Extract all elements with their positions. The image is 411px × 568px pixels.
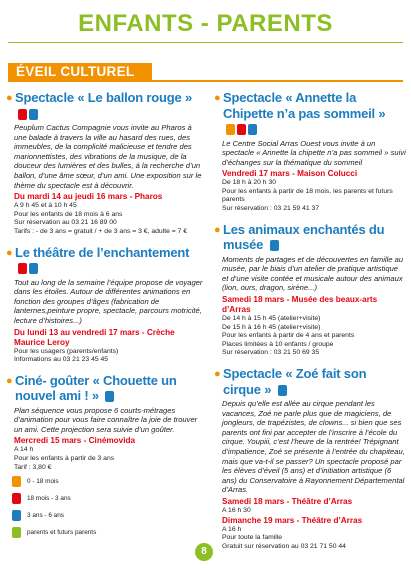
event-title: Spectacle « Le ballon rouge »: [15, 90, 206, 121]
child-18m-3y-icon: [18, 109, 27, 120]
age-icons: [270, 240, 279, 251]
event-info-line: Sur réservation : 03 21 59 41 37: [222, 205, 320, 213]
children-3-6y-icon: [270, 240, 279, 251]
event-info-line: A 14 h: [14, 446, 34, 454]
event-description: Depuis qu’elle est allée au cirque pendant les vacances, Zoé ne parle plus que de magiciens, de jongleurs, de trapézistes, de clowns... si bien que ses parents ont fini par accepter de l’inscrire à l’école du cirque. Youpiii, c’est l’heure de la rentrée! Trépignant d’impatience, Zoé se présente à l’entrée du chapiteau, mais que va-t-il se passer? Un spectacle proposé par les élèves d’éveil (5 ans) et d’initiation artistique (6 ans) du Conservatoire à Rayonnement Départemental d’Arras.: [222, 399, 405, 495]
page-title: ENFANTS - PARENTS: [78, 10, 333, 37]
event-info-line: Pour les enfants à partir de 4 ans et parents: [222, 332, 355, 340]
event-info-line: De 15 h à 16 h 45 (atelier+visite): [222, 323, 321, 331]
event-info-line: A 16 h 30: [222, 506, 251, 514]
age-icons: [105, 391, 114, 402]
event-title: Ciné- goûter « Chouette un nouvel ami ! »: [15, 372, 177, 404]
legend-row: [12, 507, 132, 524]
title-divider: [8, 42, 403, 43]
section-header: ÉVEIL CULTUREL: [8, 63, 152, 81]
event-info-line: Informations au 03 21 23 45 45: [14, 356, 109, 364]
legend-row: [12, 524, 132, 541]
left-column: [6, 90, 206, 480]
event-date-place: Samedi 18 mars - Théâtre d’Arras: [222, 496, 353, 506]
age-icons: [226, 124, 257, 135]
event-animaux-musee: [214, 222, 406, 358]
age-icons: [18, 109, 38, 120]
legend-label: 0 - 18 mois: [27, 478, 59, 485]
event-info-line: Pour toute la famille: [222, 534, 283, 542]
event-info-line: Pour les enfants de 18 mois à 6 ans: [14, 210, 123, 218]
bullet-icon: ●: [214, 92, 221, 104]
event-date-place: Vendredi 17 mars - Maison Colucci: [222, 169, 358, 179]
event-description: Plan séquence vous propose 6 courts-métrages d’animation pour vous faire connaître la joie de trouver un ami. Cette projection sera suivie d’un goûter.: [14, 405, 198, 434]
event-title: Spectacle « Annette la Chipette n’a pas sommeil »: [223, 90, 406, 137]
bullet-icon: ●: [6, 92, 13, 104]
legend-row: [12, 490, 132, 507]
family-icon: [12, 527, 21, 538]
child-18m-3y-icon: [12, 493, 21, 504]
event-info-line: Pour les enfants à partir de 3 ans: [14, 455, 115, 463]
legend-label: 3 ans - 6 ans: [27, 512, 64, 519]
event-info-line: A 9 h 45 et à 10 h 45: [14, 202, 77, 210]
age-legend: [12, 473, 132, 541]
event-description: Tout au long de la semaine l’équipe propose de voyager dans les étoiles. Autour de différentes animations en fonction des groupes d’âges (fabrication de lanternes,peinture propre, spectacle, parcours motricité, lecture d’histoires...): [14, 277, 203, 325]
event-info-line: Sur réservation au 03 21 16 89 00: [14, 219, 117, 227]
event-info-line: De 18 h à 20 h 30: [222, 179, 277, 187]
event-ballon-rouge: [6, 90, 206, 237]
event-info-line: Sur réservation : 03 21 50 69 35: [222, 349, 320, 357]
event-description: Le Centre Social Arras Ouest vous invite à un spectacle « Annette la chipette n’a pas sommeil » suivi d’échanges sur la thématique du sommeil: [222, 138, 406, 167]
event-info-line: Pour les usagers (parents/enfants): [14, 347, 119, 355]
right-column: [214, 90, 406, 559]
age-icons: [18, 263, 38, 274]
event-info-line: Gratuit sur réservation au 03 21 71 50 44: [222, 542, 346, 550]
event-description: Peuplum Cactus Compagnie vous invite au Pharos à une balade à travers la ville au hasard des rues, des immeubles, de la complicité malicieuse et tendre des marionnettistes, des vibrations de la musique, de la douceur des lumières et des bulles, à la recherche d’un ballon, d’une âme sœur, d’un ami. Une exposition sur le thème du spectacle est à découvrir.: [14, 123, 202, 190]
event-zoe-cirque: [214, 366, 406, 551]
event-info-line: Tarif : 3,80 €: [14, 463, 52, 471]
event-description: Moments de partages et de découvertes en famille au musée, par le biais d’un atelier de pratique artistique et d’une visite contée et musicale autour des animaux (lion, ours, dragon, sirène...): [222, 254, 404, 293]
event-info-line: Tarifs : - de 3 ans = gratuit / + de 3 ans = 3 €, adulte = 7 €: [14, 227, 188, 235]
baby-0-18m-icon: [226, 124, 235, 135]
event-date-place: Du lundi 13 au vendredi 17 mars - Crèche Maurice Leroy: [14, 327, 175, 347]
child-18m-3y-icon: [18, 263, 27, 274]
event-date-place: Samedi 18 mars - Musée des beaux-arts d’Arras: [222, 295, 378, 315]
children-3-6y-icon: [278, 385, 287, 396]
event-date-place: Mercredi 15 mars - Cinémovida: [14, 436, 136, 446]
children-3-6y-icon: [12, 510, 21, 521]
bullet-icon: ●: [6, 246, 13, 259]
event-title: Les animaux enchantés du musée: [223, 221, 385, 253]
bullet-icon: ●: [214, 368, 221, 380]
child-18m-3y-icon: [237, 124, 246, 135]
children-3-6y-icon: [29, 263, 38, 274]
age-icons: [278, 385, 287, 396]
event-info-line: Pour les enfants à partir de 18 mois, les parents et futurs parents: [222, 187, 393, 204]
event-title: Le théâtre de l’enchantement: [15, 245, 206, 276]
event-annette-chipette: [214, 90, 406, 214]
event-date-place: Dimanche 19 mars - Théâtre d’Arras: [222, 515, 363, 525]
section-divider: [8, 80, 403, 82]
event-date-place: Du mardi 14 au jeudi 16 mars - Pharos: [14, 192, 163, 202]
legend-label: parents et futurs parents: [27, 529, 97, 536]
event-info-line: De 14 h à 15 h 45 (atelier+visite): [222, 315, 321, 323]
bullet-icon: ●: [6, 374, 13, 387]
event-info-line: A 16 h: [222, 525, 242, 533]
baby-0-18m-icon: [12, 476, 21, 487]
legend-label: 18 mois - 3 ans: [27, 495, 71, 502]
legend-row: [12, 473, 132, 490]
page-number: 8: [195, 543, 213, 561]
bullet-icon: ●: [214, 223, 221, 236]
event-title: Spectacle « Zoé fait son cirque »: [223, 366, 367, 397]
children-3-6y-icon: [29, 109, 38, 120]
children-3-6y-icon: [248, 124, 257, 135]
children-3-6y-icon: [105, 391, 114, 402]
event-theatre-enchantement: [6, 245, 206, 365]
event-info-line: Places limitées à 10 enfants / groupe: [222, 340, 334, 348]
event-cine-gouter: [6, 373, 206, 473]
